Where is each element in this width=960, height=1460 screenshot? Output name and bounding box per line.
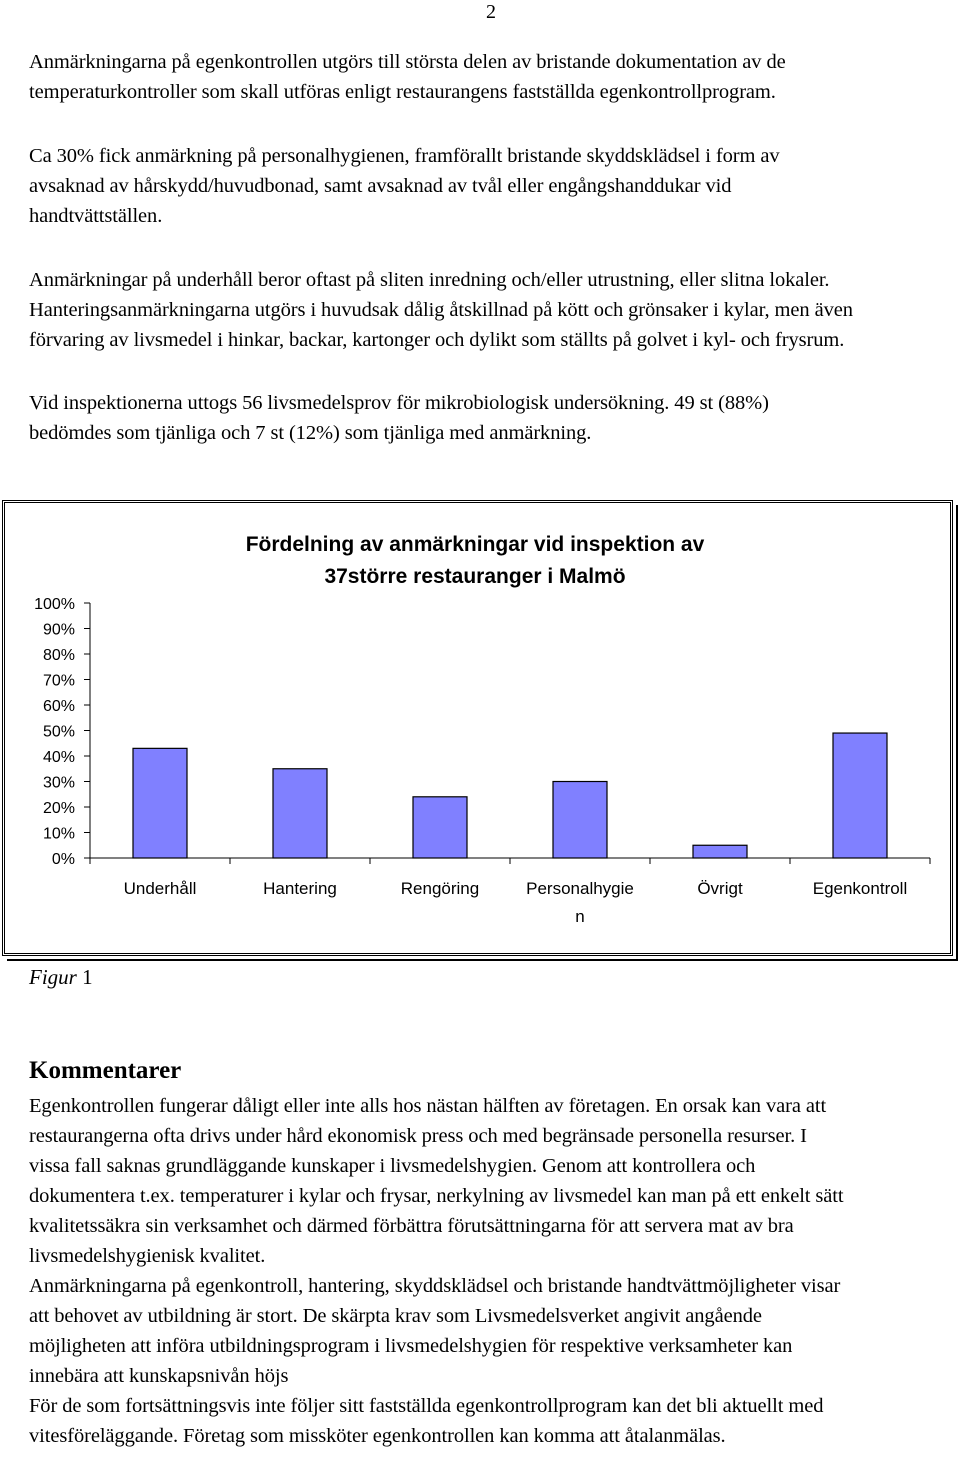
- text-line: Anmärkningarna på egenkontroll, hantering, skyddsklädsel och bristande handtvättmöjligheter visar: [29, 1275, 841, 1297]
- text-line: avsaknad av hårskydd/huvudbonad, samt avsaknad av tvål eller engångshanddukar vid: [29, 175, 732, 197]
- x-category-label: n: [575, 907, 585, 926]
- figure-caption: [29, 962, 93, 992]
- x-category-label: Egenkontroll: [812, 879, 908, 898]
- y-tick-label: 70%: [42, 672, 75, 690]
- text-line: Egenkontrollen fungerar dåligt eller inte alls hos nästan hälften av företagen. En orsak kan vara att: [29, 1095, 827, 1117]
- text-line: förvaring av livsmedel i hinkar, backar, kartonger och dylikt som ställts på golvet i kyl- och frysrum.: [29, 329, 845, 351]
- page-number: 2: [486, 1, 496, 23]
- x-category-label: Personalhygie: [526, 879, 634, 898]
- paragraph-personalhygien: [29, 141, 957, 231]
- text-line: bedömdes som tjänliga och 7 st (12%) som tjänliga med anmärkning.: [29, 422, 592, 444]
- x-category-label: Rengöring: [400, 879, 480, 898]
- chart-title-line: Fördelning av anmärkningar vid inspektion av: [245, 533, 705, 556]
- comments-heading: Kommentarer: [29, 1057, 182, 1084]
- x-category-label: Underhåll: [123, 879, 197, 898]
- figure-caption-label: Figur: [29, 965, 77, 989]
- figure-caption-number: 1: [82, 965, 93, 989]
- text-line: restaurangerna ofta drivs under hård ekonomisk press och med begränsade personella resurser. I: [29, 1125, 807, 1147]
- y-tick-label: 90%: [42, 621, 75, 639]
- y-tick-label: 50%: [42, 723, 75, 741]
- x-category-label: Hantering: [263, 879, 337, 898]
- text-line: Vid inspektionerna uttogs 56 livsmedelsprov för mikrobiologisk undersökning. 49 st (88%): [29, 392, 769, 414]
- y-tick-label: 40%: [42, 749, 75, 766]
- text-line: innebära att kunskapsnivån höjs: [29, 1365, 289, 1387]
- text-line: vissa fall saknas grundläggande kunskaper i livsmedelshygien. Genom att kontrollera och: [29, 1155, 756, 1177]
- x-category-label: Övrigt: [697, 879, 743, 898]
- y-tick-label: 20%: [42, 800, 75, 817]
- bar-chart: [5, 503, 950, 953]
- bar-Underhåll: [133, 748, 187, 858]
- y-tick-label: 10%: [42, 825, 75, 843]
- text-line: Hanteringsanmärkningarna utgörs i huvudsak dålig åtskillnad på kött och grönsaker i kylar, men även: [29, 299, 853, 321]
- chart-title-line: 37större restauranger i Malmö: [324, 565, 626, 588]
- bar-Övrigt: [693, 845, 747, 858]
- text-line: att behovet av utbildning är stort. De skärpta krav som Livsmedelsverket angivit angående: [29, 1305, 762, 1327]
- y-tick-label: 60%: [42, 698, 75, 715]
- text-line: För de som fortsättningsvis inte följer sitt fastställda egenkontrollprogram kan det bli aktuellt med: [29, 1395, 824, 1417]
- text-line: handtvättställen.: [29, 205, 163, 227]
- bar-Hantering: [273, 769, 327, 858]
- text-line: Ca 30% fick anmärkning på personalhygienen, framförallt bristande skyddsklädsel i form av: [29, 145, 780, 167]
- y-tick-label: 100%: [34, 596, 75, 613]
- text-line: temperaturkontroller som skall utföras enligt restaurangens fastställda egenkontrollprogram.: [29, 81, 776, 103]
- chart-figure: [2, 500, 953, 956]
- y-tick-label: 0%: [51, 851, 75, 868]
- bar-Egenkontroll: [833, 733, 887, 858]
- paragraph-egenkontroll: [29, 47, 957, 107]
- text-line: kvalitetssäkra sin verksamhet och därmed förbättra förutsättningarna för att servera mat av bra: [29, 1215, 794, 1237]
- text-line: livsmedelshygienisk kvalitet.: [29, 1245, 266, 1267]
- paragraph-underhall: [29, 265, 957, 355]
- text-line: Anmärkningar på underhåll beror oftast på sliten inredning och/eller utrustning, eller slitna lokaler.: [29, 269, 830, 291]
- bar-Personalhygien: [553, 782, 607, 859]
- y-tick-label: 80%: [42, 647, 75, 664]
- comments-body: [29, 1091, 957, 1451]
- text-line: möjligheten att införa utbildningsprogram i livsmedelshygien för respektive verksamheter kan: [29, 1335, 793, 1357]
- paragraph-livsmedelsprov: [29, 388, 957, 448]
- text-line: vitesföreläggande. Företag som missköter egenkontrollen kan komma att åtalanmälas.: [29, 1425, 726, 1447]
- y-tick-label: 30%: [42, 774, 75, 792]
- bar-Rengöring: [413, 797, 467, 858]
- text-line: dokumentera t.ex. temperaturer i kylar och frysar, nerkylning av livsmedel kan man på ett enkelt sätt: [29, 1185, 844, 1207]
- text-line: Anmärkningarna på egenkontrollen utgörs till största delen av bristande dokumentation av de: [29, 51, 786, 73]
